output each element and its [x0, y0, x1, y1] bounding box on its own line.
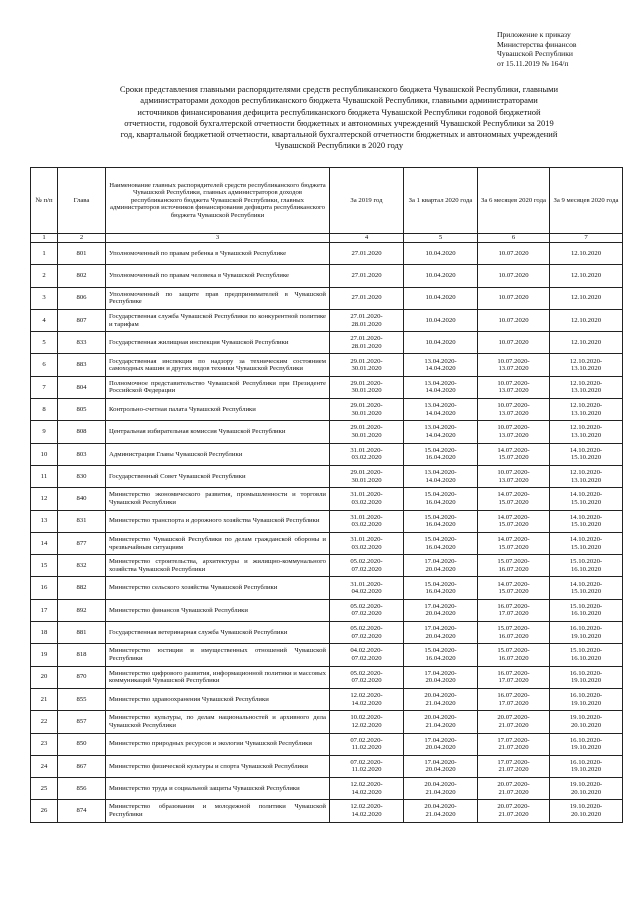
table-row [31, 265, 623, 287]
cell-glava: 803 [58, 443, 106, 465]
cell-number: 23 [31, 733, 58, 755]
cell-number: 6 [31, 354, 58, 376]
cell-deadline-9-months: 16.10.2020- 19.10.2020 [550, 733, 623, 755]
cell-number: 4 [31, 309, 58, 331]
cell-deadline-9-months: 15.10.2020- 16.10.2020 [550, 644, 623, 666]
cell-number: 8 [31, 399, 58, 421]
cell-deadline-q1: 10.04.2020 [404, 243, 478, 265]
table-row [31, 622, 623, 644]
table-row [31, 599, 623, 621]
cell-deadline-9-months: 14.10.2020- 15.10.2020 [550, 488, 623, 510]
cell-deadline-q1: 15.04.2020- 16.04.2020 [404, 443, 478, 465]
cell-deadline-6-months: 14.07.2020- 15.07.2020 [478, 488, 550, 510]
cell-deadline-6-months: 14.07.2020- 15.07.2020 [478, 577, 550, 599]
cell-deadline-q1: 13.04.2020- 14.04.2020 [404, 354, 478, 376]
cell-deadline-q1: 10.04.2020 [404, 287, 478, 309]
table-row [31, 443, 623, 465]
cell-deadline-9-months: 16.10.2020- 19.10.2020 [550, 666, 623, 688]
cell-deadline-9-months: 12.10.2020 [550, 243, 623, 265]
cell-deadline-2019: 29.01.2020- 30.01.2020 [330, 421, 404, 443]
cell-deadline-2019: 05.02.2020- 07.02.2020 [330, 599, 404, 621]
title-line: Сроки представления главными распорядителями средств республиканского бюджета Чувашской Республики, главными [119, 84, 559, 94]
cell-name: Уполномоченный по правам ребенка в Чувашской Республике [106, 243, 330, 265]
cell-deadline-q1: 13.04.2020- 14.04.2020 [404, 399, 478, 421]
cell-deadline-q1: 17.04.2020- 20.04.2020 [404, 622, 478, 644]
cell-glava: 857 [58, 711, 106, 733]
cell-name: Министерство Чувашской Республики по делам гражданской обороны и чрезвычайным ситуациям [106, 532, 330, 554]
cell-deadline-2019: 10.02.2020- 12.02.2020 [330, 711, 404, 733]
table-row [31, 778, 623, 800]
cell-deadline-6-months: 16.07.2020- 17.07.2020 [478, 666, 550, 688]
cell-glava: 883 [58, 354, 106, 376]
table-row [31, 510, 623, 532]
cell-number: 5 [31, 332, 58, 354]
cell-glava: 833 [58, 332, 106, 354]
cell-deadline-q1: 15.04.2020- 16.04.2020 [404, 644, 478, 666]
cell-deadline-q1: 15.04.2020- 16.04.2020 [404, 532, 478, 554]
cell-name: Министерство транспорта и дорожного хозяйства Чувашской Республики [106, 510, 330, 532]
appendix-line: Чувашской Республики [497, 49, 573, 59]
cell-deadline-6-months: 14.07.2020- 15.07.2020 [478, 532, 550, 554]
cell-deadline-9-months: 12.10.2020- 13.10.2020 [550, 376, 623, 398]
cell-glava: 881 [58, 622, 106, 644]
table-header-row [31, 168, 623, 234]
deadlines-table [30, 167, 623, 823]
cell-name: Государственная служба Чувашской Республики по конкурентной политике и тарифам [106, 309, 330, 331]
cell-deadline-6-months: 20.07.2020- 21.07.2020 [478, 778, 550, 800]
cell-number: 15 [31, 555, 58, 577]
cell-deadline-6-months: 20.07.2020- 21.07.2020 [478, 800, 550, 822]
cell-deadline-9-months: 16.10.2020- 19.10.2020 [550, 622, 623, 644]
cell-name: Министерство цифрового развития, информационной политики и массовых коммуникаций Чувашской Республики [106, 666, 330, 688]
cell-deadline-9-months: 16.10.2020- 19.10.2020 [550, 755, 623, 777]
cell-deadline-9-months: 14.10.2020- 15.10.2020 [550, 443, 623, 465]
cell-deadline-q1: 17.04.2020- 20.04.2020 [404, 599, 478, 621]
document-title [56, 84, 622, 152]
cell-deadline-q1: 20.04.2020- 21.04.2020 [404, 778, 478, 800]
cell-deadline-q1: 13.04.2020- 14.04.2020 [404, 421, 478, 443]
cell-number: 19 [31, 644, 58, 666]
cell-deadline-6-months: 14.07.2020- 15.07.2020 [478, 510, 550, 532]
cell-name: Министерство культуры, по делам национальностей и архивного дела Чувашской Республики [106, 711, 330, 733]
cell-glava: 831 [58, 510, 106, 532]
cell-deadline-6-months: 17.07.2020- 21.07.2020 [478, 733, 550, 755]
table-row [31, 488, 623, 510]
cell-deadline-6-months: 10.07.2020- 13.07.2020 [478, 376, 550, 398]
cell-deadline-6-months: 17.07.2020- 21.07.2020 [478, 755, 550, 777]
cell-name: Контрольно-счетная палата Чувашской Республики [106, 399, 330, 421]
cell-number: 22 [31, 711, 58, 733]
cell-deadline-q1: 20.04.2020- 21.04.2020 [404, 711, 478, 733]
cell-deadline-9-months: 19.10.2020- 20.10.2020 [550, 800, 623, 822]
table-row [31, 309, 623, 331]
column-number: 2 [58, 234, 106, 243]
cell-deadline-9-months: 14.10.2020- 15.10.2020 [550, 510, 623, 532]
cell-deadline-6-months: 16.07.2020- 17.07.2020 [478, 599, 550, 621]
cell-deadline-q1: 15.04.2020- 16.04.2020 [404, 510, 478, 532]
header-6-months: За 6 месяцев 2020 года [478, 168, 550, 234]
cell-deadline-9-months: 15.10.2020- 16.10.2020 [550, 599, 623, 621]
cell-number: 26 [31, 800, 58, 822]
cell-name: Министерство строительства, архитектуры и жилищно-коммунального хозяйства Чувашской Республики [106, 555, 330, 577]
cell-deadline-q1: 15.04.2020- 16.04.2020 [404, 488, 478, 510]
header-glava: Глава [58, 168, 106, 234]
cell-number: 2 [31, 265, 58, 287]
cell-deadline-2019: 27.01.2020 [330, 287, 404, 309]
cell-deadline-2019: 07.02.2020- 11.02.2020 [330, 755, 404, 777]
cell-deadline-2019: 29.01.2020- 30.01.2020 [330, 354, 404, 376]
table-body [31, 243, 623, 823]
cell-deadline-2019: 27.01.2020- 28.01.2020 [330, 332, 404, 354]
table-row [31, 666, 623, 688]
cell-name: Министерство физической культуры и спорта Чувашской Республики [106, 755, 330, 777]
cell-deadline-q1: 17.04.2020- 20.04.2020 [404, 555, 478, 577]
column-number: 5 [404, 234, 478, 243]
cell-glava: 802 [58, 265, 106, 287]
table-row [31, 755, 623, 777]
cell-deadline-9-months: 12.10.2020 [550, 265, 623, 287]
cell-glava: 877 [58, 532, 106, 554]
cell-name: Министерство природных ресурсов и экологии Чувашской Республики [106, 733, 330, 755]
cell-deadline-6-months: 16.07.2020- 17.07.2020 [478, 688, 550, 710]
cell-number: 24 [31, 755, 58, 777]
table-row [31, 800, 623, 822]
cell-deadline-9-months: 12.10.2020 [550, 309, 623, 331]
table-row [31, 555, 623, 577]
cell-glava: 867 [58, 755, 106, 777]
cell-deadline-6-months: 10.07.2020- 13.07.2020 [478, 421, 550, 443]
cell-name: Уполномоченный по правам человека в Чувашской Республике [106, 265, 330, 287]
cell-deadline-2019: 27.01.2020- 28.01.2020 [330, 309, 404, 331]
title-line: отчетности, годовой бухгалтерской отчетности бюджетных и автономных учреждений Чувашской Республики за 2019 [124, 117, 554, 128]
cell-glava: 808 [58, 421, 106, 443]
cell-number: 12 [31, 488, 58, 510]
appendix-line: от 15.11.2019 № 164/п [497, 58, 569, 68]
cell-deadline-9-months: 19.10.2020- 20.10.2020 [550, 778, 623, 800]
cell-number: 20 [31, 666, 58, 688]
cell-deadline-q1: 17.04.2020- 20.04.2020 [404, 666, 478, 688]
cell-deadline-6-months: 10.07.2020 [478, 265, 550, 287]
cell-deadline-q1: 20.04.2020- 21.04.2020 [404, 688, 478, 710]
cell-glava: 855 [58, 688, 106, 710]
appendix-note [497, 30, 627, 68]
table-row [31, 644, 623, 666]
cell-glava: 882 [58, 577, 106, 599]
cell-glava: 801 [58, 243, 106, 265]
cell-deadline-q1: 17.04.2020- 20.04.2020 [404, 755, 478, 777]
cell-deadline-q1: 13.04.2020- 14.04.2020 [404, 465, 478, 487]
cell-number: 25 [31, 778, 58, 800]
table-row [31, 332, 623, 354]
cell-deadline-6-months: 10.07.2020- 13.07.2020 [478, 354, 550, 376]
cell-glava: 856 [58, 778, 106, 800]
cell-deadline-6-months: 20.07.2020- 21.07.2020 [478, 711, 550, 733]
cell-name: Государственная жилищная инспекция Чувашской Республики [106, 332, 330, 354]
cell-deadline-9-months: 14.10.2020- 15.10.2020 [550, 532, 623, 554]
cell-name: Министерство здравоохранения Чувашской Республики [106, 688, 330, 710]
cell-name: Государственная ветеринарная служба Чувашской Республики [106, 622, 330, 644]
cell-deadline-6-months: 15.07.2020- 16.07.2020 [478, 555, 550, 577]
cell-name: Министерство экономического развития, промышленности и торговли Чувашской Республики [106, 488, 330, 510]
cell-deadline-9-months: 12.10.2020- 13.10.2020 [550, 399, 623, 421]
cell-deadline-2019: 05.02.2020- 07.02.2020 [330, 666, 404, 688]
cell-deadline-9-months: 14.10.2020- 15.10.2020 [550, 577, 623, 599]
table-row [31, 577, 623, 599]
table-row [31, 688, 623, 710]
cell-glava: 850 [58, 733, 106, 755]
cell-deadline-2019: 31.01.2020- 04.02.2020 [330, 577, 404, 599]
cell-name: Уполномоченный по защите прав предпринимателей в Чувашской Республике [106, 287, 330, 309]
cell-deadline-9-months: 12.10.2020- 13.10.2020 [550, 465, 623, 487]
cell-deadline-9-months: 12.10.2020 [550, 332, 623, 354]
cell-glava: 806 [58, 287, 106, 309]
cell-deadline-2019: 04.02.2020- 07.02.2020 [330, 644, 404, 666]
cell-deadline-q1: 10.04.2020 [404, 332, 478, 354]
cell-number: 16 [31, 577, 58, 599]
cell-glava: 818 [58, 644, 106, 666]
cell-glava: 830 [58, 465, 106, 487]
cell-deadline-q1: 17.04.2020- 20.04.2020 [404, 733, 478, 755]
cell-number: 11 [31, 465, 58, 487]
cell-deadline-2019: 05.02.2020- 07.02.2020 [330, 555, 404, 577]
table-row [31, 465, 623, 487]
cell-name: Министерство сельского хозяйства Чувашской Республики [106, 577, 330, 599]
table-row [31, 399, 623, 421]
cell-number: 10 [31, 443, 58, 465]
cell-deadline-6-months: 10.07.2020- 13.07.2020 [478, 399, 550, 421]
cell-deadline-2019: 29.01.2020- 30.01.2020 [330, 376, 404, 398]
column-number: 3 [106, 234, 330, 243]
cell-deadline-2019: 31.01.2020- 03.02.2020 [330, 510, 404, 532]
cell-deadline-9-months: 16.10.2020- 19.10.2020 [550, 688, 623, 710]
table-row [31, 711, 623, 733]
cell-glava: 892 [58, 599, 106, 621]
cell-deadline-2019: 12.02.2020- 14.02.2020 [330, 800, 404, 822]
cell-deadline-2019: 31.01.2020- 03.02.2020 [330, 532, 404, 554]
header-name: Наименование главных распорядителей средств республиканского бюджета Чувашской Республики, главных администраторов доходов республиканского бюджета Чувашской Республики, главных администраторов источников финансирования дефицита республиканского бюджета Чувашской Республики [106, 168, 330, 234]
cell-deadline-2019: 29.01.2020- 30.01.2020 [330, 465, 404, 487]
cell-deadline-6-months: 15.07.2020- 16.07.2020 [478, 622, 550, 644]
cell-deadline-2019: 05.02.2020- 07.02.2020 [330, 622, 404, 644]
cell-name: Государственный Совет Чувашской Республики [106, 465, 330, 487]
column-number: 1 [31, 234, 58, 243]
title-line: администраторами доходов республиканского бюджета Чувашской Республики, главными администраторами [140, 95, 538, 106]
cell-deadline-2019: 12.02.2020- 14.02.2020 [330, 688, 404, 710]
cell-number: 21 [31, 688, 58, 710]
title-line: источников финансирования дефицита республиканского бюджета Чувашской Республики годовой бюджетной [137, 106, 541, 117]
cell-glava: 805 [58, 399, 106, 421]
table-row [31, 733, 623, 755]
appendix-line: Приложение к приказу [497, 30, 571, 39]
table-row [31, 376, 623, 398]
cell-deadline-2019: 29.01.2020- 30.01.2020 [330, 399, 404, 421]
cell-deadline-9-months: 15.10.2020- 16.10.2020 [550, 555, 623, 577]
column-number-row [31, 234, 623, 243]
cell-deadline-2019: 12.02.2020- 14.02.2020 [330, 778, 404, 800]
cell-number: 1 [31, 243, 58, 265]
cell-name: Министерство юстиции и имущественных отношений Чувашской Республики [106, 644, 330, 666]
cell-deadline-6-months: 14.07.2020- 15.07.2020 [478, 443, 550, 465]
cell-name: Министерство труда и социальной защиты Чувашской Республики [106, 778, 330, 800]
column-number: 7 [550, 234, 623, 243]
column-number: 6 [478, 234, 550, 243]
cell-deadline-2019: 27.01.2020 [330, 265, 404, 287]
header-q1: За 1 квартал 2020 года [404, 168, 478, 234]
cell-deadline-q1: 20.04.2020- 21.04.2020 [404, 800, 478, 822]
cell-number: 18 [31, 622, 58, 644]
cell-name: Администрация Главы Чувашской Республики [106, 443, 330, 465]
cell-number: 13 [31, 510, 58, 532]
cell-deadline-6-months: 10.07.2020 [478, 332, 550, 354]
cell-glava: 807 [58, 309, 106, 331]
cell-deadline-6-months: 10.07.2020 [478, 309, 550, 331]
title-line: Чувашской Республики в 2020 году [274, 140, 404, 151]
cell-number: 17 [31, 599, 58, 621]
cell-glava: 804 [58, 376, 106, 398]
cell-glava: 832 [58, 555, 106, 577]
cell-deadline-9-months: 19.10.2020- 20.10.2020 [550, 711, 623, 733]
cell-deadline-6-months: 10.07.2020- 13.07.2020 [478, 465, 550, 487]
cell-glava: 874 [58, 800, 106, 822]
cell-number: 7 [31, 376, 58, 398]
cell-name: Министерство образования и молодежной политики Чувашской Республики [106, 800, 330, 822]
cell-glava: 840 [58, 488, 106, 510]
table-row [31, 243, 623, 265]
cell-deadline-2019: 07.02.2020- 11.02.2020 [330, 733, 404, 755]
cell-glava: 870 [58, 666, 106, 688]
cell-deadline-q1: 13.04.2020- 14.04.2020 [404, 376, 478, 398]
cell-deadline-2019: 31.01.2020- 03.02.2020 [330, 443, 404, 465]
cell-deadline-6-months: 15.07.2020- 16.07.2020 [478, 644, 550, 666]
cell-number: 9 [31, 421, 58, 443]
cell-deadline-9-months: 12.10.2020 [550, 287, 623, 309]
table-row [31, 532, 623, 554]
cell-deadline-9-months: 12.10.2020- 13.10.2020 [550, 354, 623, 376]
table-row [31, 354, 623, 376]
cell-deadline-q1: 15.04.2020- 16.04.2020 [404, 577, 478, 599]
cell-deadline-6-months: 10.07.2020 [478, 287, 550, 309]
table-row [31, 421, 623, 443]
cell-name: Министерство финансов Чувашской Республики [106, 599, 330, 621]
cell-deadline-q1: 10.04.2020 [404, 309, 478, 331]
cell-number: 3 [31, 287, 58, 309]
header-9-months: За 9 месяцев 2020 года [550, 168, 623, 234]
cell-name: Центральная избирательная комиссия Чувашской Республики [106, 421, 330, 443]
appendix-line: Министерства финансов [497, 39, 577, 49]
column-number: 4 [330, 234, 404, 243]
cell-number: 14 [31, 532, 58, 554]
header-number: № п/п [31, 168, 58, 234]
title-line: год, квартальной бюджетной отчетности, квартальной бухгалтерской отчетности бюджетных и автономных учреждений [120, 129, 558, 140]
cell-deadline-2019: 31.01.2020- 03.02.2020 [330, 488, 404, 510]
cell-deadline-q1: 10.04.2020 [404, 265, 478, 287]
cell-deadline-9-months: 12.10.2020- 13.10.2020 [550, 421, 623, 443]
cell-deadline-6-months: 10.07.2020 [478, 243, 550, 265]
cell-name: Полномочное представительство Чувашской Республики при Президенте Российской Федерации [106, 376, 330, 398]
header-2019: За 2019 год [330, 168, 404, 234]
table-row [31, 287, 623, 309]
cell-name: Государственная инспекция по надзору за техническим состоянием самоходных машин и других видов техники Чувашской Республики [106, 354, 330, 376]
cell-deadline-2019: 27.01.2020 [330, 243, 404, 265]
